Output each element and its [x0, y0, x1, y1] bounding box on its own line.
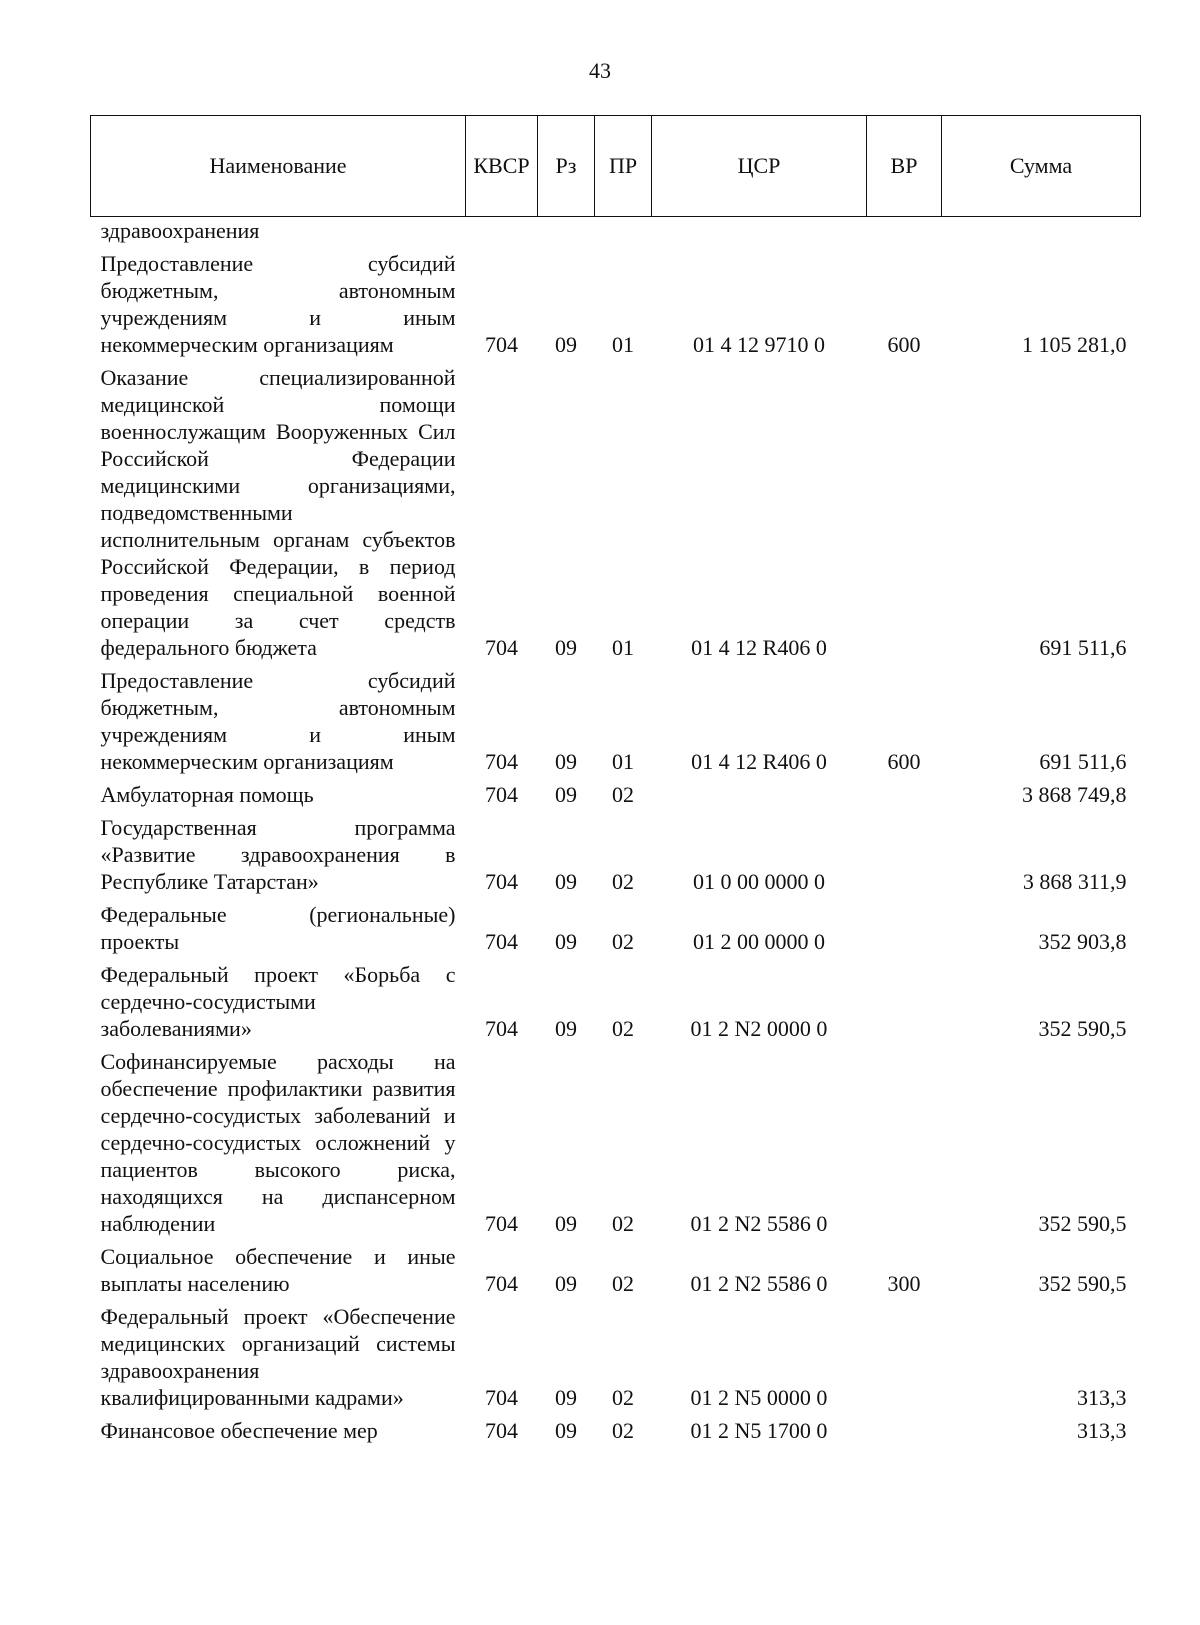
row-csr: 01 2 00 0000 0: [693, 929, 825, 954]
row-kvsr: 704: [485, 869, 518, 894]
row-name: Предоставление субсидий бюджетным, автономным учреждениям и иным некоммерческим организациям: [100, 251, 456, 357]
row-vr: [867, 362, 942, 665]
row-csr: [652, 779, 867, 812]
row-kvsr: 704: [485, 1271, 518, 1296]
row-rz: 09: [555, 1385, 577, 1410]
row-sum: 691 511,6: [1039, 749, 1127, 774]
row-name: Федеральный проект «Борьба с сердечно-сосудистыми заболеваниями»: [100, 962, 456, 1041]
row-name: Софинансируемые расходы на обеспечение профилактики развития сердечно-сосудистых заболеваний и сердечно-сосудистых осложнений у пациентов высокого риска, находящихся на диспансерном наблюдении: [100, 1049, 456, 1236]
row-kvsr: 704: [485, 332, 518, 357]
row-rz: 09: [555, 782, 577, 807]
row-csr: 01 4 12 9710 0: [693, 332, 825, 357]
row-name: Амбулаторная помощь: [100, 782, 314, 807]
table-row: [91, 665, 1141, 779]
row-pr: 01: [612, 635, 634, 660]
row-rz: 09: [555, 1211, 577, 1236]
header-kvsr: КВСР: [466, 116, 538, 217]
row-sum: 352 903,8: [1038, 929, 1127, 954]
row-pr: 02: [612, 869, 634, 894]
table-header-row: [91, 116, 1141, 217]
row-sum: 313,3: [1077, 1385, 1127, 1410]
row-vr: [867, 812, 942, 899]
table-row: [91, 1046, 1141, 1241]
row-kvsr: 704: [485, 929, 518, 954]
row-vr: [867, 779, 942, 812]
row-kvsr: 704: [485, 749, 518, 774]
row-sum: 3 868 749,8: [1022, 782, 1127, 807]
row-pr: 02: [612, 782, 634, 807]
row-kvsr: 704: [485, 1385, 518, 1410]
row-csr: 01 4 12 R406 0: [691, 749, 827, 774]
row-pr: 01: [612, 749, 634, 774]
header-sum: Сумма: [942, 116, 1141, 217]
row-sum: 1 105 281,0: [1022, 332, 1127, 357]
table-row: [91, 1415, 1141, 1448]
row-rz: 09: [555, 869, 577, 894]
row-vr: [867, 1301, 942, 1415]
row-pr: [595, 217, 652, 249]
row-name: Социальное обеспечение и иные выплаты населению: [100, 1244, 456, 1296]
row-vr: 600: [887, 749, 921, 774]
row-vr: 300: [887, 1271, 921, 1296]
table-row: [91, 812, 1141, 899]
table-row: [91, 899, 1141, 959]
row-name: Федеральный проект «Обеспечение медицинских организаций системы здравоохранения квалифицированными кадрами»: [100, 1304, 456, 1410]
row-pr: 02: [612, 1271, 634, 1296]
row-vr: [867, 959, 942, 1046]
row-rz: 09: [555, 332, 577, 357]
row-pr: 02: [612, 1016, 634, 1041]
row-rz: [538, 217, 595, 249]
page-number: 43: [589, 58, 611, 83]
row-name: Оказание специализированной медицинской помощи военнослужащим Вооруженных Сил Российской Федерации медицинскими организациями, подведомственными исполнительным органам субъектов Российской Федерации, в период проведения специальной военной операции за счет средств федерального бюджета: [100, 365, 456, 660]
row-rz: 09: [555, 929, 577, 954]
row-sum: 352 590,5: [1038, 1016, 1127, 1041]
row-kvsr: [466, 217, 538, 249]
table-row: [91, 959, 1141, 1046]
row-csr: 01 2 N2 5586 0: [690, 1211, 828, 1236]
table-row: [91, 217, 1141, 249]
table-row: [91, 1241, 1141, 1301]
row-name: здравоохранения: [100, 218, 260, 243]
table-row: [91, 362, 1141, 665]
row-pr: 01: [612, 332, 634, 357]
row-sum: 3 868 311,9: [1022, 869, 1127, 894]
row-rz: 09: [555, 749, 577, 774]
row-rz: 09: [555, 1418, 577, 1443]
row-vr: 600: [887, 332, 921, 357]
row-name: Финансовое обеспечение мер: [100, 1418, 378, 1443]
row-rz: 09: [555, 635, 577, 660]
table-row: [91, 779, 1141, 812]
row-kvsr: 704: [485, 635, 518, 660]
table-row: [91, 248, 1141, 362]
row-csr: 01 2 N2 5586 0: [690, 1271, 828, 1296]
header-csr: ЦСР: [652, 116, 867, 217]
row-kvsr: 704: [485, 1016, 518, 1041]
row-csr: 01 2 N5 0000 0: [690, 1385, 828, 1410]
header-pr: ПР: [595, 116, 652, 217]
row-name: Государственная программа «Развитие здравоохранения в Республике Татарстан»: [100, 815, 456, 894]
row-vr: [867, 1415, 942, 1448]
header-name: Наименование: [91, 116, 466, 217]
row-vr: [867, 1046, 942, 1241]
row-kvsr: 704: [485, 782, 518, 807]
row-sum: 352 590,5: [1038, 1271, 1127, 1296]
row-kvsr: 704: [485, 1418, 518, 1443]
row-name: Федеральные (региональные) проекты: [100, 902, 456, 954]
row-kvsr: 704: [485, 1211, 518, 1236]
row-rz: 09: [555, 1016, 577, 1041]
header-rz: Рз: [538, 116, 595, 217]
row-vr: [867, 217, 942, 249]
row-name: Предоставление субсидий бюджетным, автономным учреждениям и иным некоммерческим организациям: [100, 668, 456, 774]
row-csr: 01 0 00 0000 0: [693, 869, 825, 894]
row-sum: [942, 217, 1141, 249]
row-sum: 691 511,6: [1039, 635, 1127, 660]
row-csr: [652, 217, 867, 249]
row-sum: 313,3: [1077, 1418, 1127, 1443]
row-pr: 02: [612, 1418, 634, 1443]
row-pr: 02: [612, 1385, 634, 1410]
row-pr: 02: [612, 929, 634, 954]
row-vr: [867, 899, 942, 959]
row-rz: 09: [555, 1271, 577, 1296]
row-csr: 01 2 N5 1700 0: [690, 1418, 828, 1443]
table-row: [91, 1301, 1141, 1415]
row-csr: 01 2 N2 0000 0: [690, 1016, 828, 1041]
row-csr: 01 4 12 R406 0: [691, 635, 827, 660]
budget-table: [90, 115, 1141, 1448]
header-vr: ВР: [867, 116, 942, 217]
row-sum: 352 590,5: [1038, 1211, 1127, 1236]
row-pr: 02: [612, 1211, 634, 1236]
